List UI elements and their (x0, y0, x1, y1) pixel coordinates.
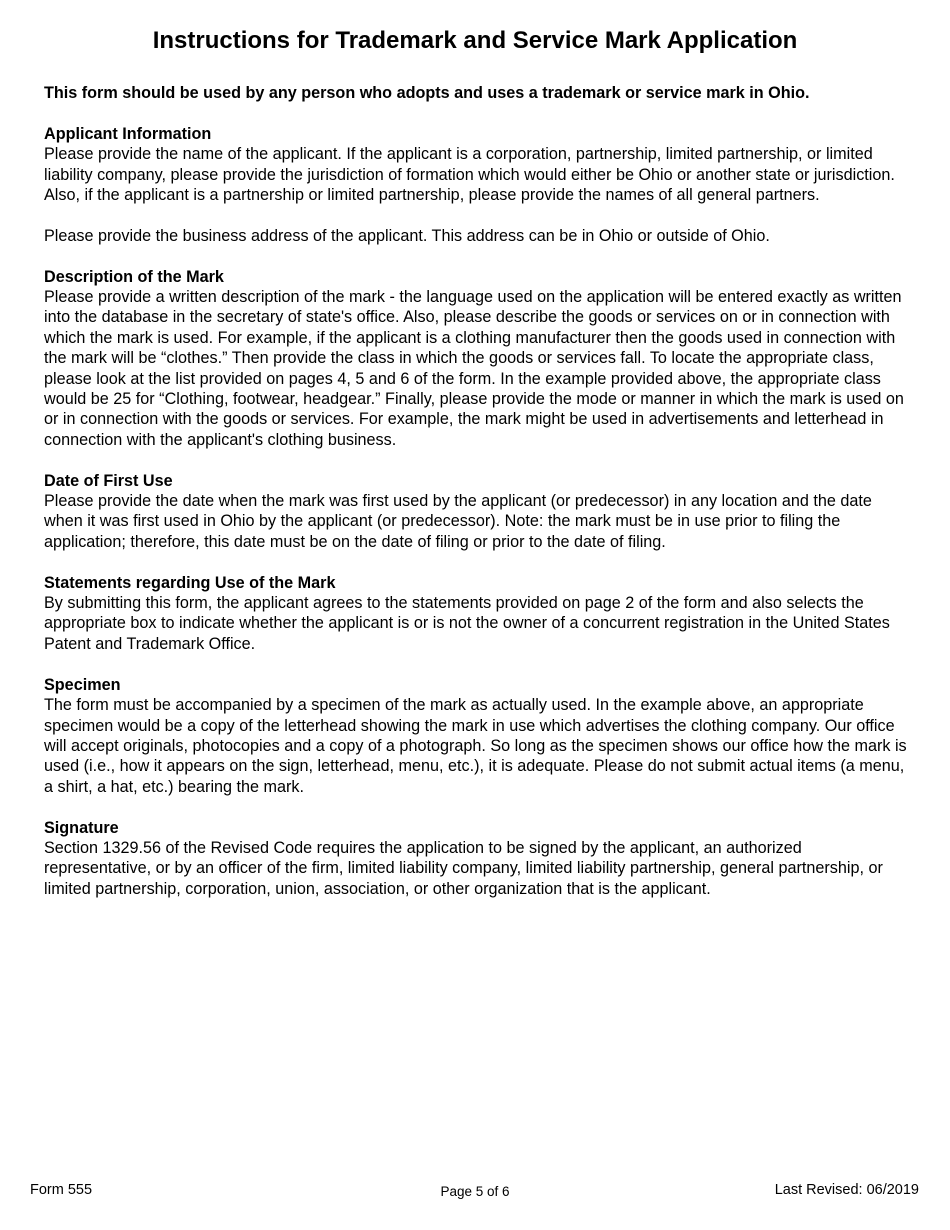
page-title: Instructions for Trademark and Service Mark Application (152, 27, 798, 54)
section-paragraph: Please provide a written description of the mark - the language used on the application will be entered exactly as written into the database in the secretary of state's office. Also, please describe the goods or services on or in connection with which the mark is used. For example, if the applicant is a clothing manufacturer then the goods used in connection with the mark will be “clothes.” Then provide the class in which the goods or services fall. To locate the appropriate class, please look at the list provided on pages 4, 5 and 6 of the form. In the example provided above, the appropriate class would be 25 for “Clothing, footwear, headgear.” Finally, please provide the mode or manner in which the mark is used on or in connection with the goods or services. For example, the mark might be used in advertisements and letterhead in connection with the applicant's clothing business. (44, 288, 904, 449)
section-paragraph: The form must be accompanied by a specimen of the mark as actually used. In the example above, an appropriate specimen would be a copy of the letterhead showing the mark in use which advertises the clothing company. Our office will accept originals, photocopies and a copy of a photograph. So long as the specimen shows our office how the mark is used (i.e., how it appears on the sign, letterhead, menu, etc.), it is adequate. Please do not submit actual items (a menu, a shirt, a hat, etc.) bearing the mark. (44, 696, 907, 796)
intro-statement: This form should be used by any person who adopts and uses a trademark or service mark in Ohio. (44, 84, 810, 102)
footer-last-revised: Last Revised: 06/2019 (774, 1182, 919, 1198)
footer-page-number: Page 5 of 6 (440, 1184, 510, 1199)
section-paragraph: Please provide the date when the mark was first used by the applicant (or predecessor) in any location and the date when it was first used in Ohio by the applicant (or predecessor). Note: the mark must be in use prior to filing the application; therefore, this date must be on the date of filing or prior to the date of filing. (44, 492, 872, 551)
section-description-of-mark (44, 267, 910, 451)
section-paragraph: Please provide the name of the applicant. If the applicant is a corporation, partnership, limited partnership, or limited liability company, please provide the jurisdiction of formation which would either be Ohio or another state or jurisdiction. Also, if the applicant is a partnership or limited partnership, please provide the names of all general partners. (44, 145, 895, 205)
section-heading: Description of the Mark (44, 267, 224, 286)
section-paragraph: By submitting this form, the applicant agrees to the statements provided on page 2 of the form and also selects the appropriate box to indicate whether the applicant is or is not the owner of a concurrent registration in the United States Patent and Trademark Office. (44, 594, 890, 653)
section-paragraph: Please provide the business address of the applicant. This address can be in Ohio or outside of Ohio. (44, 226, 770, 245)
section-specimen (44, 675, 910, 797)
section-statements-use-of-mark (44, 573, 910, 655)
section-paragraph: Section 1329.56 of the Revised Code requires the application to be signed by the applicant, an authorized representative, or by an officer of the firm, limited liability company, limited liability partnership, general partnership, or limited partnership, corporation, union, association, or other organization that is the applicant. (44, 838, 883, 898)
section-heading: Date of First Use (44, 471, 173, 490)
footer-form-number: Form 555 (30, 1182, 93, 1198)
section-applicant-information (44, 124, 910, 246)
instructions-body (44, 83, 910, 920)
section-heading: Signature (44, 818, 119, 837)
section-signature (44, 818, 910, 900)
section-heading: Applicant Information (44, 124, 212, 143)
section-heading: Statements regarding Use of the Mark (44, 573, 336, 592)
section-heading: Specimen (44, 675, 121, 694)
section-date-of-first-use (44, 471, 910, 553)
